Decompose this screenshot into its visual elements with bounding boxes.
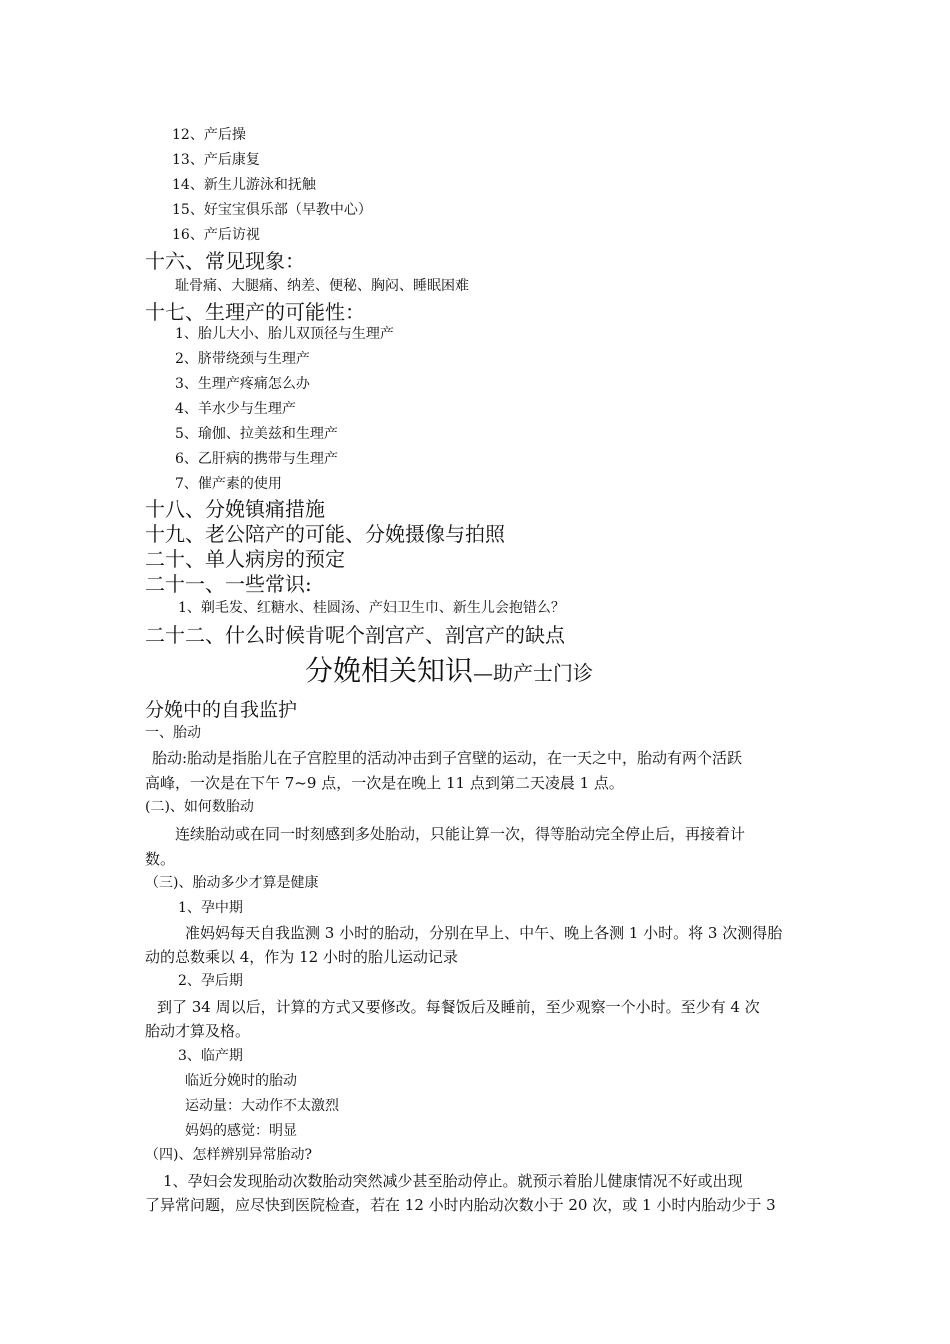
section-heading: 十六、常见现象： [145,249,305,273]
part-heading: 分娩中的自我监护 [145,699,298,721]
section-heading: 十七、生理产的可能性： [145,300,365,324]
sub-heading: 一、胎动 [145,725,201,741]
section-heading: 十八、分娩镇痛措施 [145,497,325,521]
list-item: 7、催产素的使用 [175,476,282,492]
sub-heading: （三)、胎动多少才算是健康 [145,875,319,891]
section-heading: 二十二、什么时候肯呢个剖宫产、剖宫产的缺点 [145,623,565,647]
list-item: 3、生理产疼痛怎么办 [175,376,310,392]
list-item: 12、产后操 [172,127,246,143]
title-main: 分娩相关知识 [305,654,474,687]
paragraph: 临近分娩时的胎动 [185,1073,297,1089]
paragraph: 1、孕妇会发现胎动次数胎动突然减少甚至胎动停止。就预示着胎儿健康情况不好或出现 [163,1172,743,1190]
title-sub: —助产士门诊 [473,661,594,685]
list-item: 15、好宝宝俱乐部（早教中心） [172,202,372,218]
section-heading: 二十一、一些常识: [145,572,312,596]
paragraph: 高峰，一次是在下午 7~9 点，一次是在晚上 11 点到第二天凌晨 1 点。 [145,774,624,792]
section-heading: 十九、老公陪产的可能、分娩摄像与拍照 [145,522,505,546]
paragraph: 连续胎动或在同一时刻感到多处胎动，只能让算一次，得等胎动完全停止后，再接着计 [175,825,746,843]
paragraph: 1、剃毛发、红糖水、桂圆汤、产妇卫生巾、新生儿会抱错么？ [178,600,565,616]
list-item: 13、产后康复 [172,152,260,168]
list-item: 1、胎儿大小、胎儿双顶径与生理产 [175,326,394,342]
paragraph: 到了 34 周以后，计算的方式又要修改。每餐饭后及睡前，至少观察一个小时。至少有 4 次 [157,998,760,1016]
sub-heading: （四)、怎样辨别异常胎动? [145,1147,312,1163]
paragraph: 动的总数乘以 4，作为 12 小时的胎儿运动记录 [145,948,458,966]
paragraph: 胎动才算及格。 [145,1022,251,1040]
paragraph: 胎动:胎动是指胎儿在子宫腔里的活动冲击到子宫壁的运动，在一天之中，胎动有两个活跃 [152,749,743,767]
sub-heading: 3、临产期 [178,1048,243,1064]
paragraph: 妈妈的感觉：明显 [185,1123,297,1139]
paragraph: 了异常问题，应尽快到医院检查，若在 12 小时内胎动次数小于 20 次，或 1 小时内胎动少于 3 [145,1196,776,1214]
paragraph: 准妈妈每天自我监测 3 小时的胎动，分别在早上、中午、晚上各测 1 小时。将 3 次测得胎 [185,924,783,942]
list-item: 4、羊水少与生理产 [175,401,296,417]
list-item: 16、产后访视 [172,227,260,243]
sub-heading: 1、孕中期 [178,900,243,916]
list-item: 14、新生儿游泳和抚触 [172,177,316,193]
section-heading: 二十、单人病房的预定 [145,547,345,571]
sub-heading: 2、孕后期 [178,973,243,989]
list-item: 6、乙肝病的携带与生理产 [175,451,338,467]
list-item: 5、瑜伽、拉美兹和生理产 [175,426,338,442]
paragraph: 数。 [145,850,176,868]
document-title [305,654,593,688]
paragraph: 运动量：大动作不太激烈 [185,1098,339,1114]
paragraph: 耻骨痛、大腿痛、纳差、便秘、胸闷、睡眠困难 [175,278,469,294]
list-item: 2、脐带绕颈与生理产 [175,351,310,367]
sub-heading: (二)、如何数胎动 [145,799,254,815]
